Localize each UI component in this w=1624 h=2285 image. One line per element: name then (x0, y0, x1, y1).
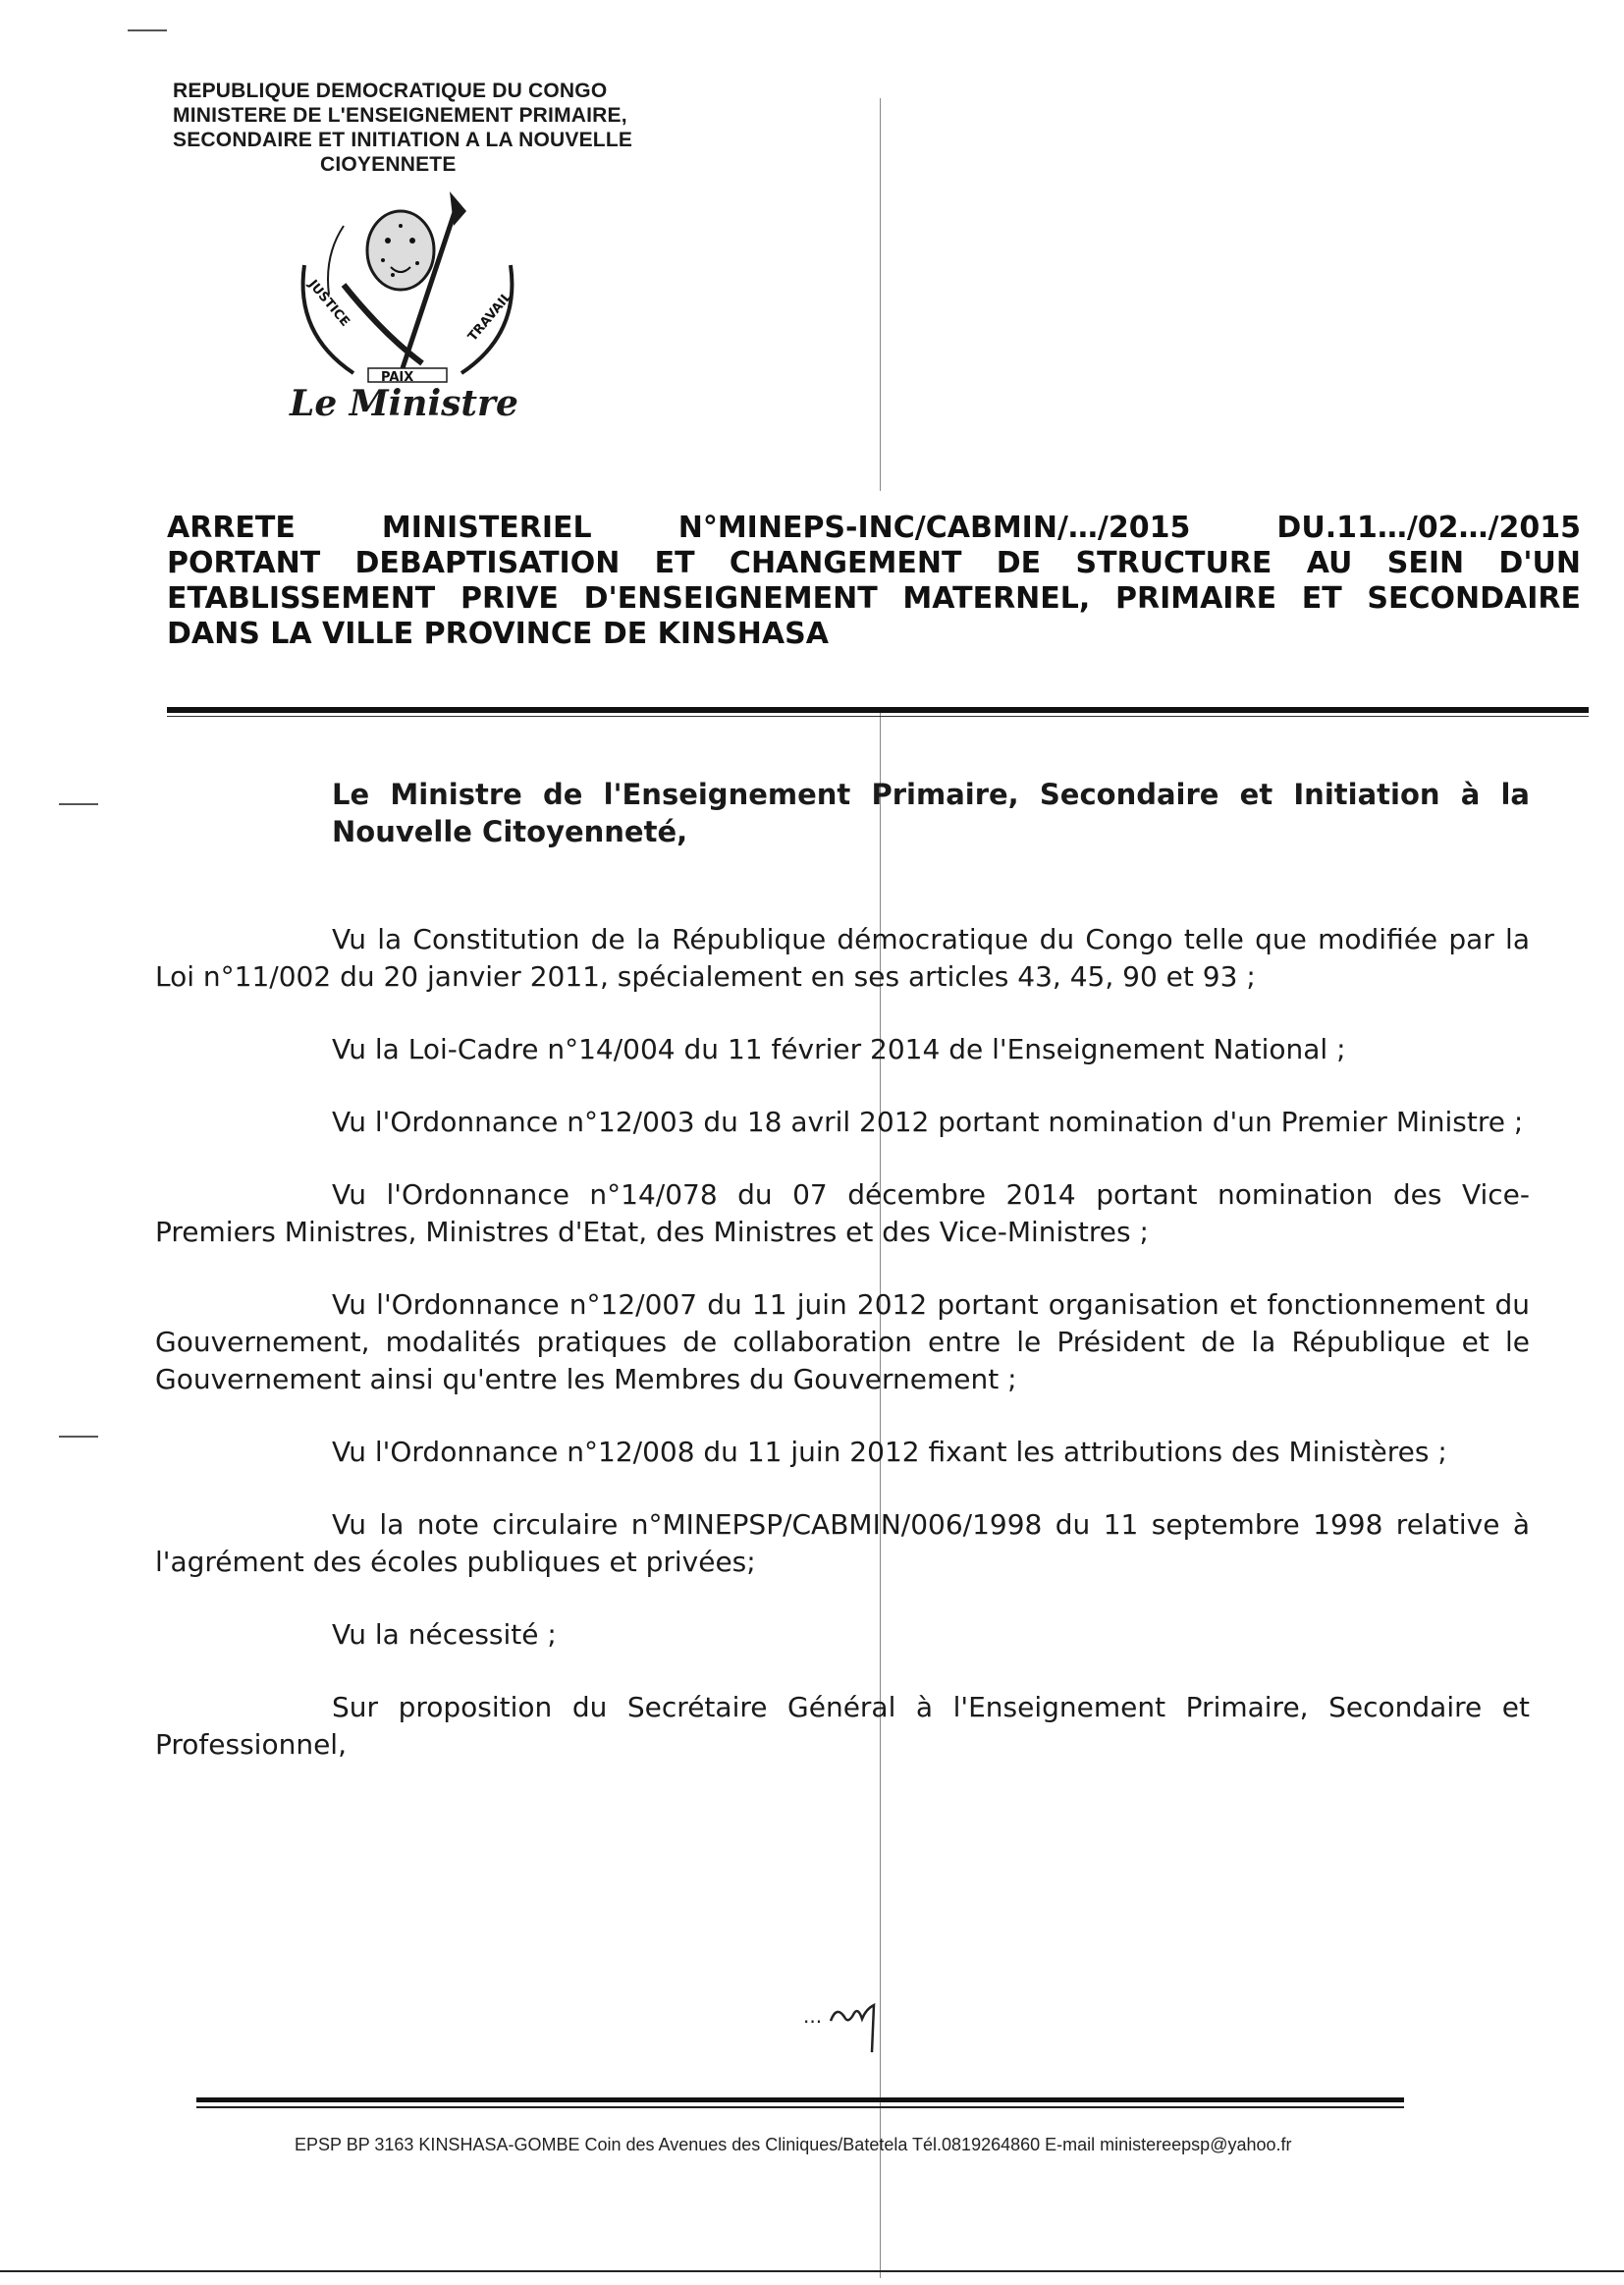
decree-title-line: DANS LA VILLE PROVINCE DE KINSHASA (167, 617, 829, 651)
decree-title-line: ETABLISSEMENT PRIVE D'ENSEIGNEMENT MATERNEL, PRIMAIRE ET SECONDAIRE (167, 581, 1581, 616)
ministry-header (173, 79, 742, 177)
decree-body (155, 776, 1530, 1799)
whereas-clause: Vu l'Ordonnance n°14/078 du 07 décembre 2014 portant nomination des Vice-Premiers Ministres, Ministres d'Etat, des Ministres et des Vice-Ministres ; (155, 1178, 1530, 1248)
whereas-clause: Vu l'Ordonnance n°12/003 du 18 avril 2012 portant nomination d'un Premier Ministre ; (332, 1106, 1524, 1138)
scan-mark (59, 803, 98, 805)
decree-title (167, 511, 1581, 652)
header-line-country: REPUBLIQUE DEMOCRATIQUE DU CONGO (173, 80, 608, 102)
footer-divider (196, 2097, 1404, 2102)
header-line-ministry-cont: SECONDAIRE ET INITIATION A LA NOUVELLE (173, 129, 633, 151)
footer-contact: EPSP BP 3163 KINSHASA-GOMBE Coin des Avenues des Cliniques/Batetela Tél.0819264860 E-mail ministereepsp@yahoo.fr (295, 2135, 1292, 2154)
header-line-ministry: MINISTERE DE L'ENSEIGNEMENT PRIMAIRE, (173, 104, 627, 127)
decree-title-line: PORTANT DEBAPTISATION ET CHANGEMENT DE STRUCTURE AU SEIN D'UN (167, 546, 1581, 580)
whereas-clause: Vu la Loi-Cadre n°14/004 du 11 février 2014 de l'Enseignement National ; (332, 1033, 1346, 1065)
page-bottom-edge (0, 2270, 1624, 2272)
handwritten-initials-icon (803, 1984, 901, 2062)
coat-of-arms-icon (285, 187, 530, 403)
whereas-clause: Vu l'Ordonnance n°12/007 du 11 juin 2012 portant organisation et fonctionnement du Gouvernement, modalités pratiques de collaboration entre le Président de la République et le Gouvernement ainsi qu'entre les Membres du Gouvernement ; (155, 1288, 1530, 1395)
decree-title-line: ARRETE MINISTERIEL N°MINEPS-INC/CABMIN/…/2015 DU.11…/02…/2015 (167, 511, 1581, 545)
title-divider (167, 707, 1589, 713)
motto-travail: TRAVAIL (465, 289, 515, 345)
scan-mark (59, 1436, 98, 1438)
motto-justice: JUSTICE (304, 277, 352, 330)
whereas-clause: Vu l'Ordonnance n°12/008 du 11 juin 2012 fixant les attributions des Ministères ; (332, 1436, 1447, 1468)
addressee: Le Ministre de l'Enseignement Primaire, Secondaire et Initiation à la Nouvelle Citoyenneté, (332, 778, 1530, 848)
fold-line (880, 98, 881, 491)
proposal-clause: Sur proposition du Secrétaire Général à l'Enseignement Primaire, Secondaire et Professionnel, (155, 1691, 1530, 1761)
initials-dots: ... (803, 2004, 823, 2028)
whereas-clause: Vu la Constitution de la République démocratique du Congo telle que modifiée par la Loi n°11/002 du 20 janvier 2011, spécialement en ses articles 43, 45, 90 et 93 ; (155, 923, 1530, 993)
minister-title: Le Ministre (290, 383, 518, 424)
whereas-clause: Vu la nécessité ; (332, 1618, 557, 1651)
whereas-clause: Vu la note circulaire n°MINEPSP/CABMIN/006/1998 du 11 septembre 1998 relative à l'agrément des écoles publiques et privées; (155, 1508, 1530, 1578)
title-divider-thin (167, 716, 1589, 717)
header-line-citizenship: CIOYENNETE (320, 153, 457, 176)
motto-paix: PAIX (381, 370, 414, 385)
scan-mark (128, 29, 167, 31)
footer-divider-thin (196, 2106, 1404, 2108)
